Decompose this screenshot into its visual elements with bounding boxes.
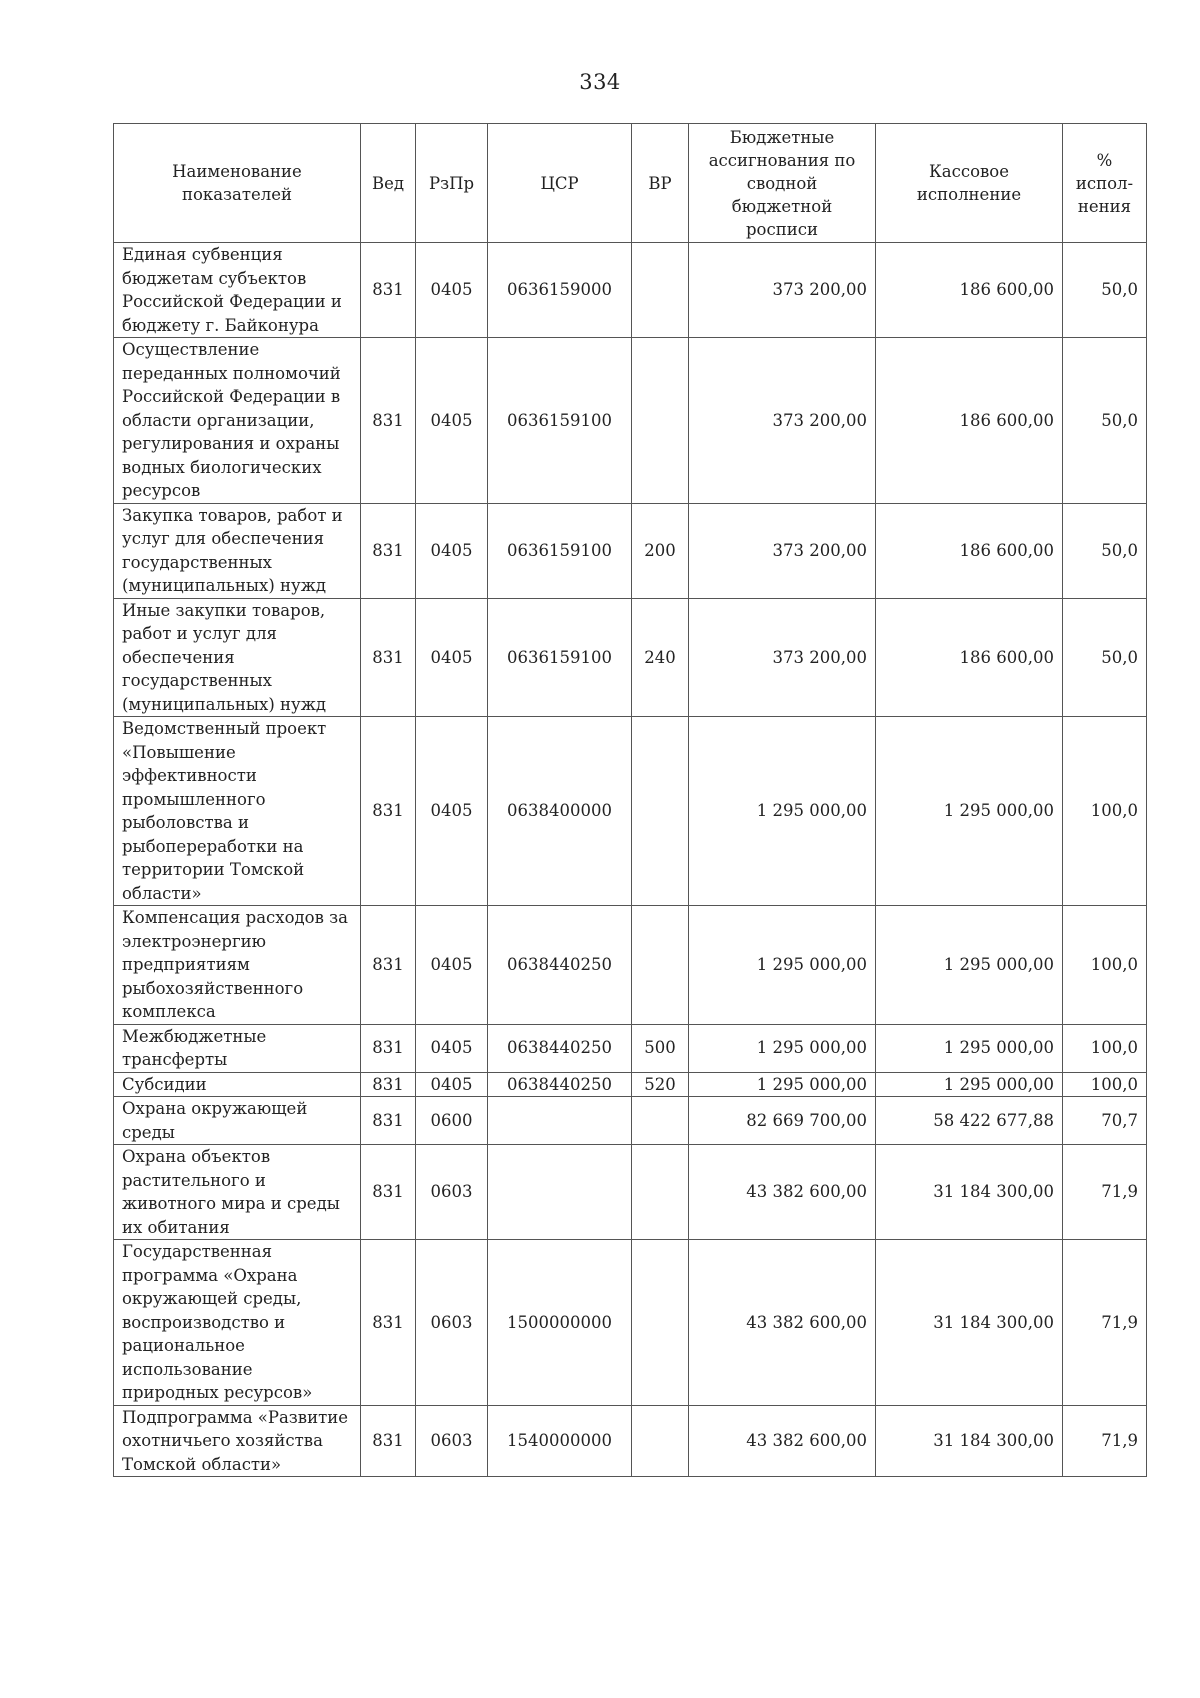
table-row: [114, 1024, 1147, 1072]
row-assignments-cell: 43 382 600,00: [689, 1240, 876, 1406]
header-rzpr: РзПр: [416, 124, 488, 243]
row-vr-cell: [632, 1240, 689, 1406]
row-assignments-cell: 373 200,00: [689, 503, 876, 598]
row-ved-cell: 831: [361, 1072, 416, 1097]
table-row: [114, 717, 1147, 906]
row-cash-execution-cell: 1 295 000,00: [876, 717, 1063, 906]
row-vr-cell: [632, 243, 689, 338]
row-ved-cell: 831: [361, 503, 416, 598]
table-row: [114, 338, 1147, 504]
row-rzpr-cell: 0405: [416, 1024, 488, 1072]
row-vr-cell: [632, 1405, 689, 1477]
header-assignments: Бюджетные ассигнования по сводной бюджетной росписи: [689, 124, 876, 243]
row-percent-cell: 71,9: [1063, 1145, 1147, 1240]
row-rzpr-cell: 0405: [416, 906, 488, 1025]
row-cash-execution-cell: 186 600,00: [876, 243, 1063, 338]
table-row: [114, 503, 1147, 598]
row-rzpr-cell: 0603: [416, 1145, 488, 1240]
row-csr-cell: 0636159100: [488, 503, 632, 598]
header-cash-execution: Кассовое исполнение: [876, 124, 1063, 243]
row-csr-cell: 0636159100: [488, 338, 632, 504]
row-ved-cell: 831: [361, 1097, 416, 1145]
row-name-cell: Субсидии: [114, 1072, 361, 1097]
row-assignments-cell: 82 669 700,00: [689, 1097, 876, 1145]
row-csr-cell: 0638400000: [488, 717, 632, 906]
table-row: [114, 906, 1147, 1025]
row-name-cell: Единая субвенция бюджетам субъектов Российской Федерации и бюджету г. Байконура: [114, 243, 361, 338]
row-cash-execution-cell: 31 184 300,00: [876, 1405, 1063, 1477]
row-assignments-cell: 1 295 000,00: [689, 906, 876, 1025]
row-name-cell: Подпрограмма «Развитие охотничьего хозяйства Томской области»: [114, 1405, 361, 1477]
header-csr: ЦСР: [488, 124, 632, 243]
row-ved-cell: 831: [361, 1145, 416, 1240]
header-ved: Вед: [361, 124, 416, 243]
row-vr-cell: 500: [632, 1024, 689, 1072]
row-cash-execution-cell: 1 295 000,00: [876, 906, 1063, 1025]
table-row: [114, 1072, 1147, 1097]
row-vr-cell: 200: [632, 503, 689, 598]
row-ved-cell: 831: [361, 1024, 416, 1072]
table-row: [114, 243, 1147, 338]
row-name-cell: Ведомственный проект «Повышение эффективности промышленного рыболовства и рыбопереработки на территории Томской области»: [114, 717, 361, 906]
row-ved-cell: 831: [361, 906, 416, 1025]
row-percent-cell: 71,9: [1063, 1405, 1147, 1477]
row-rzpr-cell: 0600: [416, 1097, 488, 1145]
row-percent-cell: 100,0: [1063, 717, 1147, 906]
row-vr-cell: [632, 1145, 689, 1240]
row-percent-cell: 50,0: [1063, 598, 1147, 717]
header-percent: % испол-нения: [1063, 124, 1147, 243]
row-rzpr-cell: 0603: [416, 1405, 488, 1477]
row-cash-execution-cell: 186 600,00: [876, 503, 1063, 598]
row-name-cell: Охрана объектов растительного и животного мира и среды их обитания: [114, 1145, 361, 1240]
row-name-cell: Государственная программа «Охрана окружающей среды, воспроизводство и рациональное использование природных ресурсов»: [114, 1240, 361, 1406]
row-name-cell: Компенсация расходов за электроэнергию предприятиям рыбохозяйственного комплекса: [114, 906, 361, 1025]
row-percent-cell: 100,0: [1063, 906, 1147, 1025]
table-row: [114, 1405, 1147, 1477]
row-ved-cell: 831: [361, 598, 416, 717]
row-percent-cell: 100,0: [1063, 1024, 1147, 1072]
row-assignments-cell: 43 382 600,00: [689, 1145, 876, 1240]
row-name-cell: Закупка товаров, работ и услуг для обеспечения государственных (муниципальных) нужд: [114, 503, 361, 598]
row-assignments-cell: 373 200,00: [689, 338, 876, 504]
header-name: Наименование показателей: [114, 124, 361, 243]
row-cash-execution-cell: 1 295 000,00: [876, 1072, 1063, 1097]
row-percent-cell: 100,0: [1063, 1072, 1147, 1097]
row-name-cell: Иные закупки товаров, работ и услуг для обеспечения государственных (муниципальных) нужд: [114, 598, 361, 717]
row-rzpr-cell: 0405: [416, 503, 488, 598]
row-percent-cell: 70,7: [1063, 1097, 1147, 1145]
row-csr-cell: 0638440250: [488, 1024, 632, 1072]
row-assignments-cell: 43 382 600,00: [689, 1405, 876, 1477]
row-cash-execution-cell: 186 600,00: [876, 338, 1063, 504]
row-rzpr-cell: 0603: [416, 1240, 488, 1406]
row-rzpr-cell: 0405: [416, 338, 488, 504]
row-percent-cell: 50,0: [1063, 503, 1147, 598]
row-vr-cell: [632, 717, 689, 906]
row-rzpr-cell: 0405: [416, 1072, 488, 1097]
table-header: [114, 124, 1147, 243]
row-percent-cell: 50,0: [1063, 243, 1147, 338]
row-csr-cell: 0636159000: [488, 243, 632, 338]
row-rzpr-cell: 0405: [416, 717, 488, 906]
page-number: 334: [579, 70, 621, 94]
row-cash-execution-cell: 31 184 300,00: [876, 1145, 1063, 1240]
budget-execution-table: [113, 123, 1147, 1477]
row-ved-cell: 831: [361, 243, 416, 338]
row-csr-cell: 0636159100: [488, 598, 632, 717]
row-name-cell: Осуществление переданных полномочий Российской Федерации в области организации, регулирования и охраны водных биологических ресурсов: [114, 338, 361, 504]
row-csr-cell: 1540000000: [488, 1405, 632, 1477]
row-cash-execution-cell: 31 184 300,00: [876, 1240, 1063, 1406]
table-body: [114, 243, 1147, 1477]
row-name-cell: Межбюджетные трансферты: [114, 1024, 361, 1072]
row-csr-cell: 0638440250: [488, 906, 632, 1025]
header-row: [114, 124, 1147, 243]
row-cash-execution-cell: 186 600,00: [876, 598, 1063, 717]
row-vr-cell: [632, 1097, 689, 1145]
row-assignments-cell: 373 200,00: [689, 243, 876, 338]
table-row: [114, 1097, 1147, 1145]
row-assignments-cell: 1 295 000,00: [689, 1072, 876, 1097]
row-assignments-cell: 1 295 000,00: [689, 717, 876, 906]
row-cash-execution-cell: 1 295 000,00: [876, 1024, 1063, 1072]
row-rzpr-cell: 0405: [416, 243, 488, 338]
row-vr-cell: [632, 338, 689, 504]
row-percent-cell: 50,0: [1063, 338, 1147, 504]
row-csr-cell: [488, 1097, 632, 1145]
row-ved-cell: 831: [361, 1405, 416, 1477]
row-csr-cell: 0638440250: [488, 1072, 632, 1097]
header-vr: ВР: [632, 124, 689, 243]
row-name-cell: Охрана окружающей среды: [114, 1097, 361, 1145]
row-vr-cell: [632, 906, 689, 1025]
row-ved-cell: 831: [361, 338, 416, 504]
row-vr-cell: 240: [632, 598, 689, 717]
row-ved-cell: 831: [361, 1240, 416, 1406]
row-ved-cell: 831: [361, 717, 416, 906]
row-assignments-cell: 1 295 000,00: [689, 1024, 876, 1072]
table-row: [114, 1145, 1147, 1240]
row-cash-execution-cell: 58 422 677,88: [876, 1097, 1063, 1145]
table-row: [114, 1240, 1147, 1406]
table-row: [114, 598, 1147, 717]
row-percent-cell: 71,9: [1063, 1240, 1147, 1406]
row-rzpr-cell: 0405: [416, 598, 488, 717]
row-assignments-cell: 373 200,00: [689, 598, 876, 717]
row-csr-cell: [488, 1145, 632, 1240]
row-csr-cell: 1500000000: [488, 1240, 632, 1406]
row-vr-cell: 520: [632, 1072, 689, 1097]
